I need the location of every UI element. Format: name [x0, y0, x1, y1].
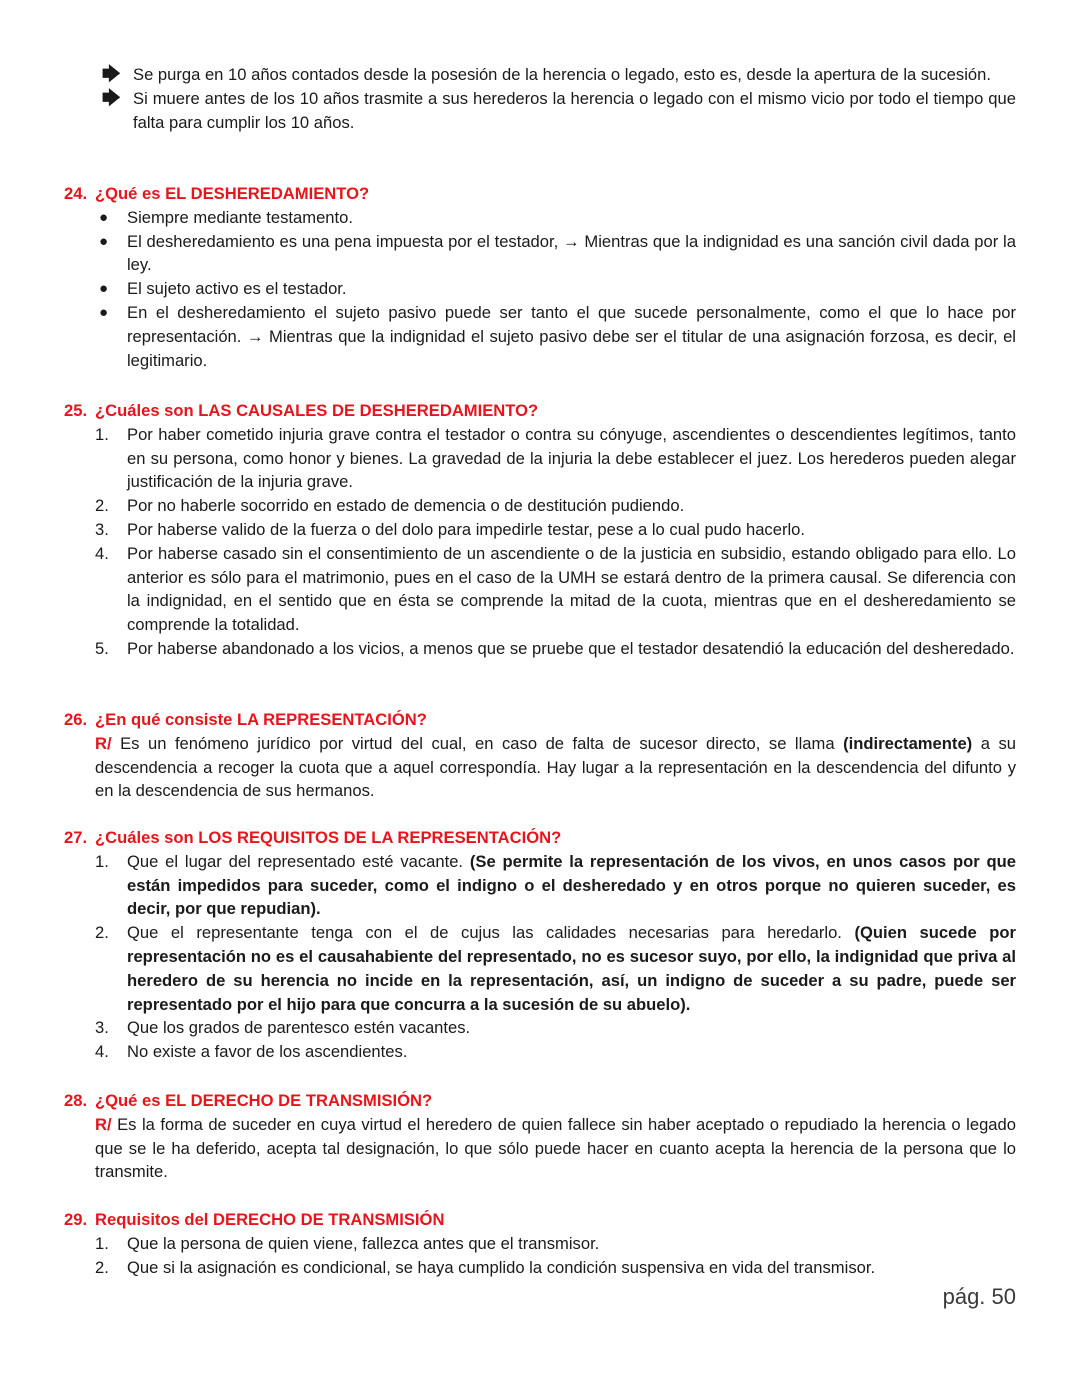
item-text: Que el lugar del representado esté vacante. — [127, 851, 464, 871]
question-title: ¿Qué es EL DESHEREDAMIENTO? — [95, 184, 370, 203]
section-26 — [64, 708, 1016, 803]
numbered-item — [95, 921, 1016, 1016]
bullet-item — [95, 206, 1016, 230]
item-number: 2. — [95, 1257, 109, 1277]
answer-paragraph — [64, 732, 1016, 803]
numbered-list — [64, 423, 1016, 661]
bullet-icon: ● — [99, 208, 109, 226]
question-heading — [64, 1089, 1016, 1113]
numbered-item — [95, 1016, 1016, 1040]
arrow-item — [102, 87, 1016, 135]
item-number: 5. — [95, 638, 109, 658]
item-text-bold: (Quien sucede por representación no es el causahabiente del representado, no es sucesor suyo, por ello, la indignidad que priva al heredero de su herencia no incide en la representación, así, un indigno de suceder a su padre, puede ser representado por el hijo para que concurra a la sucesión de su abuelo). — [127, 923, 1016, 1014]
section-29 — [64, 1208, 1016, 1279]
question-number: 25. — [64, 401, 88, 420]
bullet-item — [95, 230, 1016, 278]
question-title: ¿Cuáles son LOS REQUISITOS DE LA REPRESENTACIÓN? — [95, 828, 562, 847]
numbered-item — [95, 1040, 1016, 1064]
item-number: 3. — [95, 1018, 109, 1038]
arrow-item-text: Si muere antes de los 10 años trasmite a sus herederos la herencia o legado con el mismo vicio por todo el tiempo que falta para cumplir los 10 años. — [133, 88, 1016, 132]
item-text: Por haberse casado sin el consentimiento de un ascendiente o de la justicia en subsidio, estando obligado para ello. Lo anterior es sólo para el matrimonio, pues en el caso de la UMH se estará dentro de la primera causal. Se diferencia con la indignidad, en el sentido que en ésta se comprende la mitad de la cuota, mientras que en el desheredamiento se comprende la totalidad. — [127, 543, 1016, 635]
arrow-item — [102, 63, 1016, 87]
question-heading — [64, 182, 1016, 206]
arrow-right-icon: → — [246, 326, 264, 346]
question-number: 29. — [64, 1210, 88, 1229]
bullet-text: Mientras que la indignidad el sujeto pasivo debe ser el titular de una asignación forzosa, es decir, el legitimario. — [127, 326, 1016, 370]
bullet-icon: ● — [99, 303, 109, 321]
question-heading — [64, 708, 1016, 732]
answer-label: R/ — [95, 733, 112, 753]
item-text: Que los grados de parentesco estén vacantes. — [127, 1018, 471, 1038]
item-text: Por haber cometido injuria grave contra el testador o contra su cónyuge, ascendientes o descendientes legítimos, tanto en su persona, como honor y bienes. La gravedad de la injuria la debe establecer el juez. Los herederos pueden alegar justificación de la injuria grave. — [127, 424, 1016, 492]
item-number: 1. — [95, 424, 109, 444]
item-text: Que si la asignación es condicional, se haya cumplido la condición suspensiva en vida del transmisor. — [127, 1257, 876, 1277]
numbered-item — [95, 542, 1016, 637]
answer-text: Es la forma de suceder en cuya virtud el heredero de quien fallece sin haber aceptado o repudiado la herencia o legado que se le ha deferido, acepta tal designación, lo que sólo puede hacer en cuanto acepta la herencia de la persona que lo transmite. — [95, 1114, 1016, 1182]
item-text: Por haberse abandonado a los vicios, a menos que se pruebe que el testador desatendió la educación del desheredado. — [127, 638, 1015, 658]
bullet-list — [64, 206, 1016, 373]
bullet-item — [95, 301, 1016, 372]
numbered-item — [95, 1256, 1016, 1280]
question-title: ¿Cuáles son LAS CAUSALES DE DESHEREDAMIENTO? — [95, 401, 539, 420]
numbered-item — [95, 518, 1016, 542]
question-heading — [64, 1208, 1016, 1232]
item-number: 3. — [95, 519, 109, 539]
bullet-text: El sujeto activo es el testador. — [127, 279, 347, 299]
item-number: 2. — [95, 496, 109, 516]
question-title: ¿Qué es EL DERECHO DE TRANSMISIÓN? — [95, 1091, 433, 1110]
bullet-icon: ● — [99, 232, 109, 250]
arrow-right-icon: 🡆 — [102, 87, 121, 108]
question-number: 28. — [64, 1091, 88, 1110]
item-text-bold: (Se permite la representación de los vivos, en unos casos por que están impedidos para suceder, como el indigno o el desheredado y en otros porque no quieren suceder, es decir, por que repudian). — [127, 851, 1016, 919]
question-number: 27. — [64, 828, 88, 847]
numbered-item — [95, 494, 1016, 518]
item-text: Por haberse valido de la fuerza o del dolo para impedirle testar, pese a lo cual pudo hacerlo. — [127, 519, 806, 539]
numbered-list — [64, 1232, 1016, 1280]
item-number: 2. — [95, 923, 109, 943]
intro-arrow-list — [102, 63, 1016, 134]
answer-text: a su descendencia a recoger la cuota que a aquel correspondía. Hay lugar a la representación en la descendencia del difunto y en la descendencia de sus hermanos. — [95, 733, 1016, 801]
bullet-text: Siempre mediante testamento. — [127, 207, 353, 227]
answer-text: Es un fenómeno jurídico por virtud del cual, en caso de falta de sucesor directo, se llama — [120, 733, 835, 753]
section-24 — [64, 182, 1016, 372]
bullet-item — [95, 277, 1016, 301]
item-number: 1. — [95, 1233, 109, 1253]
arrow-right-icon: 🡆 — [102, 64, 121, 84]
question-title: Requisitos del DERECHO DE TRANSMISIÓN — [95, 1210, 445, 1229]
page-number: pág. 50 — [942, 1284, 1016, 1309]
question-heading — [64, 399, 1016, 423]
numbered-list — [64, 850, 1016, 1064]
question-title: ¿En qué consiste LA REPRESENTACIÓN? — [95, 710, 427, 729]
item-number: 4. — [95, 543, 109, 563]
answer-text-bold: (indirectamente) — [843, 733, 973, 753]
section-27 — [64, 826, 1016, 1064]
question-heading — [64, 826, 1016, 850]
bullet-icon: ● — [99, 280, 109, 298]
numbered-item — [95, 637, 1016, 661]
item-text: No existe a favor de los ascendientes. — [127, 1042, 408, 1062]
answer-paragraph — [64, 1113, 1016, 1184]
arrow-right-icon: → — [563, 231, 580, 251]
bullet-text: Mientras que la indignidad es una sanción civil dada por la ley. — [127, 231, 1016, 275]
answer-label: R/ — [95, 1114, 112, 1134]
question-number: 26. — [64, 710, 88, 729]
item-text: Que la persona de quien viene, fallezca antes que el transmisor. — [127, 1233, 600, 1253]
numbered-item — [95, 423, 1016, 494]
numbered-item — [95, 1232, 1016, 1256]
item-number: 1. — [95, 851, 109, 871]
arrow-item-text: Se purga en 10 años contados desde la posesión de la herencia o legado, esto es, desde la apertura de la sucesión. — [133, 65, 991, 84]
item-number: 4. — [95, 1042, 109, 1062]
bullet-text: El desheredamiento es una pena impuesta por el testador, — [127, 231, 559, 251]
section-25 — [64, 399, 1016, 661]
bullet-text: En el desheredamiento el sujeto pasivo puede ser tanto el que sucede personalmente, como el que lo hace por representación. — [127, 302, 1016, 346]
item-text: Por no haberle socorrido en estado de demencia o de destitución pudiendo. — [127, 496, 685, 516]
numbered-item — [95, 850, 1016, 921]
item-text: Que el representante tenga con el de cujus las calidades necesarias para heredarlo. — [127, 923, 842, 943]
section-28 — [64, 1089, 1016, 1184]
question-number: 24. — [64, 184, 88, 203]
